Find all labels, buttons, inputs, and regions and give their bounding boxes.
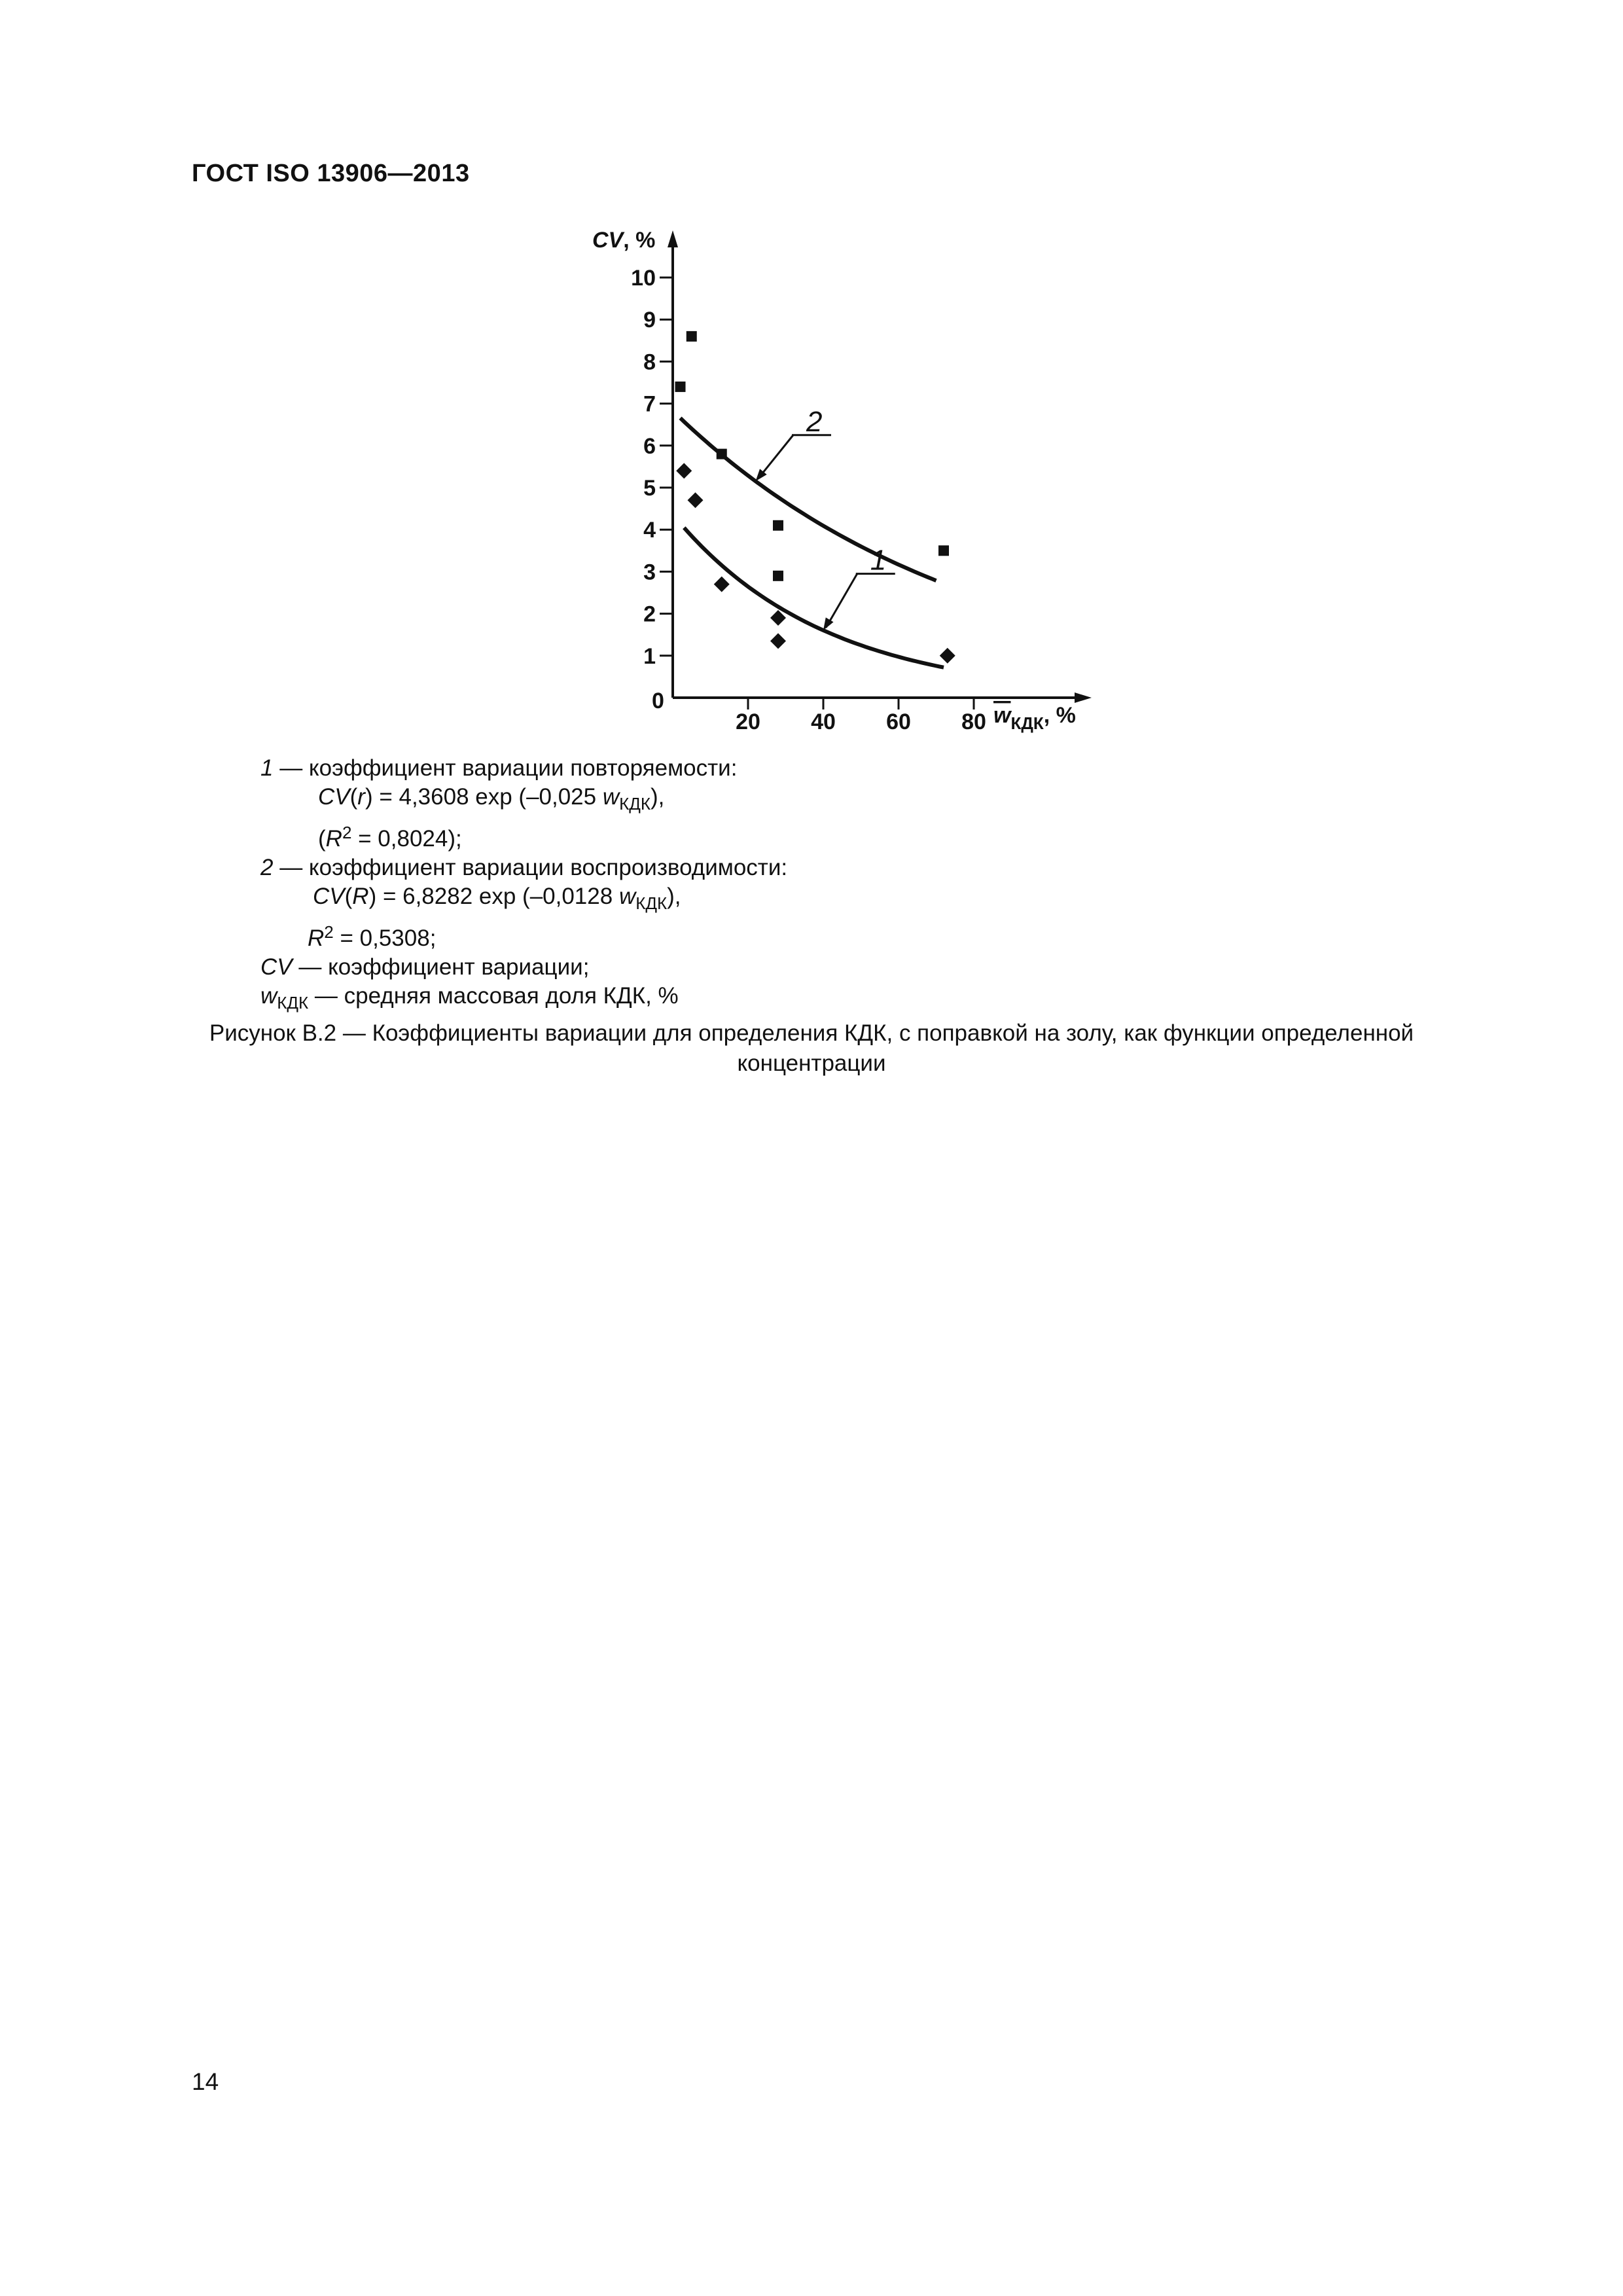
y-tick-label: 1 [643, 643, 656, 669]
data-point-diamond [676, 463, 692, 478]
y-tick-label: 4 [643, 518, 656, 543]
curve-label-1: 1 [870, 544, 887, 577]
y-axis-label [592, 228, 655, 253]
data-point-diamond [770, 633, 786, 649]
figure-caption-line1: Рисунок В.2 — Коэффициенты вариации для определения КДК, с поправкой на золу, как функции определенной [209, 1020, 1414, 1046]
data-point-diamond [770, 610, 786, 626]
legend-item-2-eq-end: ), [667, 884, 681, 909]
figure-caption-line2: концентрации [737, 1050, 886, 1076]
scatter-chart [0, 0, 1623, 753]
x-tick-label: 60 [886, 709, 911, 734]
legend-w: $w_{КДК}$ — средняя массовая доля КДК, % [260, 983, 679, 1013]
x-tick-label: 20 [736, 709, 760, 734]
legend-item-2-text: — коэффициент вариации воспроизводимости: [273, 855, 788, 880]
data-point-square [938, 545, 949, 556]
legend-w-text: — средняя массовая доля КДК, % [308, 983, 679, 1009]
y-tick-label: 8 [643, 350, 656, 375]
curve-leader-arrow [823, 617, 834, 630]
legend-item-2-r2: $R^2 = 0,5308$; [308, 922, 437, 951]
data-point-diamond [688, 492, 704, 508]
figure-legend [260, 754, 1308, 1017]
origin-label: 0 [652, 689, 664, 713]
document-header: ГОСТ ISO 13906—2013 [192, 160, 470, 187]
y-tick-label: 7 [643, 391, 656, 417]
x-tick-label: 40 [811, 709, 836, 734]
y-tick-label: 2 [643, 601, 656, 627]
y-tick-label: 6 [643, 433, 656, 459]
x-ticks [736, 698, 986, 734]
x-axis-label [993, 703, 1076, 733]
x-axis-arrow [1075, 692, 1092, 703]
legend-item-1-eq: = 4,3608 exp (–0,025 [372, 784, 603, 810]
curve-labels [756, 406, 895, 630]
legend-item-1-num: 1 [260, 755, 274, 781]
legend-cv: CV — коэффициент вариации; [260, 954, 590, 980]
x-axis-label-sub: КДК [1010, 713, 1044, 733]
legend-item-1 [260, 754, 1308, 783]
legend-item-2-eq: = 6,8282 exp (–0,0128 [376, 884, 619, 909]
y-tick-label: 10 [631, 266, 656, 291]
cv-r-symbol: CV [318, 784, 350, 810]
y-tick-label: 5 [643, 476, 656, 501]
y-axis-arrow [668, 230, 678, 247]
data-points [675, 331, 955, 664]
x-axis-label-var: w [993, 703, 1011, 728]
data-point-square [773, 520, 783, 531]
fit-curve-2 [681, 418, 936, 581]
legend-item-1-equation: CV(r) = 4,3608 exp (–0,025 $w_{КДК}$), [318, 784, 665, 814]
data-point-square [773, 571, 783, 581]
legend-item-2-num: 2 [260, 855, 274, 880]
data-point-diamond [714, 577, 730, 592]
x-tick-label: 80 [961, 709, 986, 734]
chart-axes [668, 230, 1092, 703]
figure-caption [190, 1018, 1433, 1079]
legend-item-1-r2: $(R^2 = 0,8024)$; [318, 823, 462, 852]
y-axis-label-var: CV [592, 228, 624, 253]
legend-item-2-equation: CV(R) = 6,8282 exp (–0,0128 $w_{КДК}$), [313, 884, 681, 913]
legend-cv-text: — коэффициент вариации; [292, 954, 590, 980]
data-point-square [675, 382, 686, 392]
fit-curve-1 [684, 528, 944, 667]
legend-item-1-eq-end: ), [651, 784, 665, 810]
x-axis-label-unit: , % [1043, 703, 1076, 728]
data-point-square [687, 331, 697, 342]
cv-big-r-symbol: CV [313, 884, 345, 909]
legend-item-2 [260, 853, 1308, 882]
y-axis-label-unit: , % [623, 228, 656, 253]
y-tick-label: 9 [643, 308, 656, 333]
legend-item-1-r2-val: = 0,8024); [351, 826, 462, 852]
curve-label-2: 2 [806, 405, 823, 438]
curve-leader-1 [826, 574, 857, 628]
legend-item-1-text: — коэффициент вариации повторяемости: [273, 755, 738, 781]
y-tick-label: 3 [643, 560, 656, 585]
data-point-diamond [940, 648, 955, 664]
y-ticks [631, 266, 673, 669]
page-number: 14 [192, 2068, 219, 2095]
legend-item-2-r2-val: = 0,5308; [333, 925, 437, 951]
data-point-square [717, 449, 727, 459]
